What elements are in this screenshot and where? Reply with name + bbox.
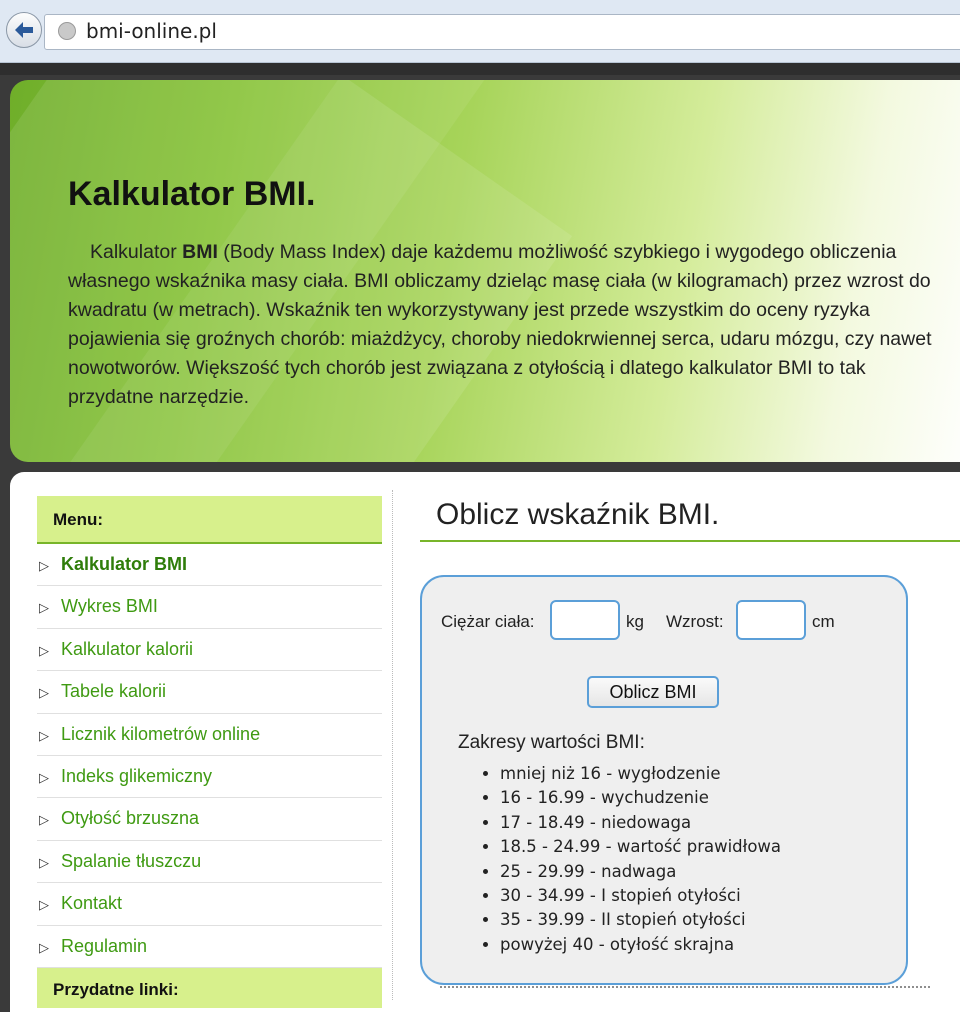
list-item: • powyżej 40 - otyłość skrajna [500, 933, 781, 957]
list-item: • mniej niż 16 - wygłodzenie [500, 762, 781, 786]
bmi-ranges-list [478, 762, 781, 957]
weight-input[interactable] [550, 600, 620, 640]
list-item: • 30 - 34.99 - I stopień otyłości [500, 884, 781, 908]
arrow-bullet-icon: ▷ [39, 600, 49, 616]
list-item: • 18.5 - 24.99 - wartość prawidłowa [500, 835, 781, 859]
menu-heading: Menu: [37, 496, 382, 544]
bmi-ranges-title: Zakresy wartości BMI: [458, 732, 645, 753]
sidebar-item-otylosc-brzuszna[interactable] [37, 798, 382, 840]
sidebar-item-label[interactable]: Spalanie tłuszczu [61, 850, 202, 871]
sidebar-item-label[interactable]: Kalkulator BMI [61, 554, 188, 574]
sidebar-item-wykres-bmi[interactable] [37, 586, 382, 628]
arrow-bullet-icon: ▷ [39, 897, 49, 913]
intro-paragraph: Kalkulator BMI (Body Mass Index) daje każdemu możliwość szybkiego i wygodego obliczenia własnego wskaźnika masy ciała. BMI obliczamy dzieląc masę ciała (w kilogramach) przez wzrost do kwadratu (w metrach). Wskaźnik ten wykorzystywany jest przede wszystkim do oceny ryzyka pojawienia się groźnych chorób: miażdżycy, choroby niedokrwiennej serca, udaru mózgu, czy nawet nowotworów. Większość tych chorób jest związana z otyłością i dlatego kalkulator BMI to tak przydatne narzędzie. [68, 241, 932, 408]
list-item: • 35 - 39.99 - II stopień otyłości [500, 908, 781, 932]
globe-icon [58, 22, 76, 40]
sidebar-item-tabele-kalorii[interactable] [37, 671, 382, 713]
sidebar-item-kontakt[interactable] [37, 883, 382, 925]
calculate-bmi-button[interactable]: Oblicz BMI [587, 676, 719, 708]
height-label: Wzrost: [666, 612, 724, 631]
sidebar-item-spalanie-tluszczu[interactable] [37, 841, 382, 883]
sidebar-item-label[interactable]: Kontakt [61, 893, 123, 914]
sidebar-item-label[interactable]: Kalkulator kalorii [61, 638, 194, 659]
sidebar-item-kalkulator-kalorii[interactable] [37, 629, 382, 671]
arrow-bullet-icon: ▷ [39, 854, 49, 870]
section-title: Oblicz wskaźnik BMI. [436, 498, 720, 531]
page-top-strip [0, 63, 960, 75]
sidebar-item-kalkulator-bmi[interactable] [37, 544, 382, 586]
list-item: • 25 - 29.99 - nadwaga [500, 860, 781, 884]
weight-label: Ciężar ciała: [441, 612, 535, 631]
sidebar-menu [37, 544, 382, 968]
sidebar-item-label[interactable]: Indeks glikemiczny [61, 765, 213, 786]
list-item: • 17 - 18.49 - niedowaga [500, 811, 781, 835]
column-divider [392, 490, 393, 1000]
arrow-bullet-icon: ▷ [39, 939, 49, 955]
arrow-bullet-icon: ▷ [39, 558, 49, 573]
list-item: • 16 - 16.99 - wychudzenie [500, 786, 781, 810]
header-banner [10, 80, 960, 462]
height-input[interactable] [736, 600, 806, 640]
arrow-bullet-icon: ▷ [39, 727, 49, 743]
sidebar-item-indeks-glikemiczny[interactable] [37, 756, 382, 798]
arrow-bullet-icon: ▷ [39, 642, 49, 658]
sidebar-item-label[interactable]: Licznik kilometrów online [61, 723, 261, 744]
arrow-bullet-icon: ▷ [39, 812, 49, 828]
arrow-bullet-icon: ▷ [39, 685, 49, 701]
sidebar-item-label[interactable]: Tabele kalorii [61, 681, 167, 702]
sidebar-item-label[interactable]: Otyłość brzuszna [61, 808, 200, 829]
page-title: Kalkulator BMI. [68, 175, 316, 213]
back-arrow-icon[interactable] [6, 12, 42, 48]
sidebar-item-label[interactable]: Wykres BMI [61, 596, 158, 617]
url-text[interactable]: bmi-online.pl [86, 19, 217, 43]
arrow-bullet-icon: ▷ [39, 769, 49, 785]
intro-bold-bmi: BMI [182, 241, 218, 263]
useful-links-heading: Przydatne linki: [37, 968, 382, 1008]
sidebar-item-licznik-kilometrow[interactable] [37, 714, 382, 756]
height-unit: cm [812, 612, 835, 631]
weight-unit: kg [626, 612, 644, 631]
sidebar-item-regulamin[interactable] [37, 926, 382, 968]
sidebar-item-label[interactable]: Regulamin [61, 935, 148, 956]
browser-toolbar [0, 0, 960, 63]
cut-off-text-line [440, 986, 930, 996]
title-underline [420, 540, 960, 542]
